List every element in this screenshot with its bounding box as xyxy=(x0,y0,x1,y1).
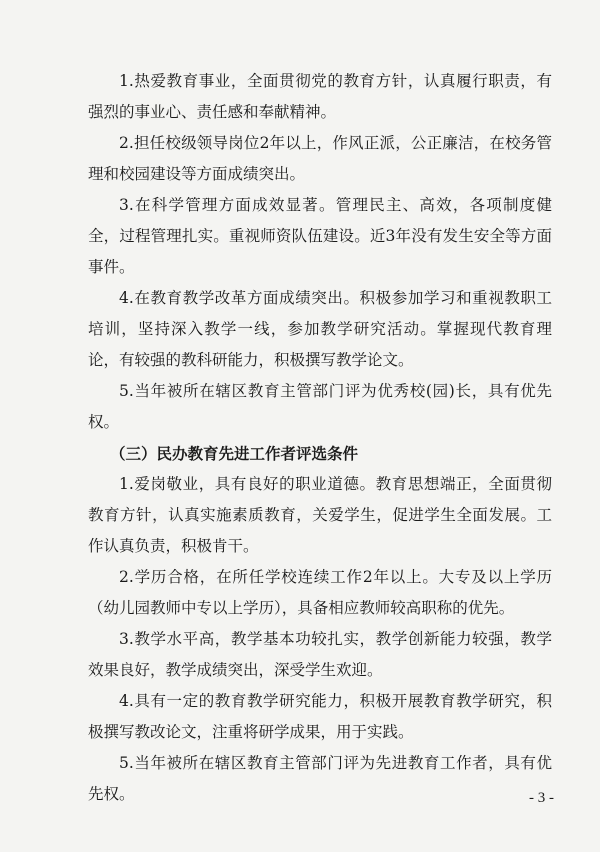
section-heading: （三）民办教育先进工作者评选条件 xyxy=(110,444,359,463)
worker-criteria-item-5: 5.当年被所在辖区教育主管部门评为先进教育工作者，具有优先权。 xyxy=(88,754,552,803)
criteria-item-3: 3.在科学管理方面成效显著。管理民主、高效，各项制度健全，过程管理扎实。重视师资队伍建设。近3年没有发生安全等方面事件。 xyxy=(88,196,552,276)
page-number: - 3 - xyxy=(529,790,554,806)
criteria-item-5: 5.当年被所在辖区教育主管部门评为优秀校(园)长，具有优先权。 xyxy=(88,382,552,431)
criteria-item-4: 4.在教育教学改革方面成绩突出。积极参加学习和重视教职工培训，坚持深入教学一线，参加教学研究活动。掌握现代教育理论，有较强的教科研能力，积极撰写教学论文。 xyxy=(88,289,552,369)
worker-criteria-item-1: 1.爱岗敬业，具有良好的职业道德。教育思想端正，全面贯彻教育方针，认真实施素质教育，关爱学生，促进学生全面发展。工作认真负责，积极肯干。 xyxy=(88,475,552,555)
document-body xyxy=(88,66,552,810)
criteria-item-2: 2.担任校级领导岗位2年以上，作风正派，公正廉洁，在校务管理和校园建设等方面成绩突出。 xyxy=(88,134,552,183)
worker-criteria-item-2: 2.学历合格，在所任学校连续工作2年以上。大专及以上学历（幼儿园教师中专以上学历），具备相应教师较高职称的优先。 xyxy=(88,568,552,617)
worker-criteria-item-3: 3.教学水平高，教学基本功较扎实，教学创新能力较强，教学效果良好，教学成绩突出，深受学生欢迎。 xyxy=(88,630,552,679)
criteria-item-1: 1.热爱教育事业，全面贯彻党的教育方针，认真履行职责，有强烈的事业心、责任感和奉献精神。 xyxy=(88,72,552,121)
worker-criteria-item-4: 4.具有一定的教育教学研究能力，积极开展教育教学研究，积极撰写教改论文，注重将研学成果，用于实践。 xyxy=(88,692,552,741)
